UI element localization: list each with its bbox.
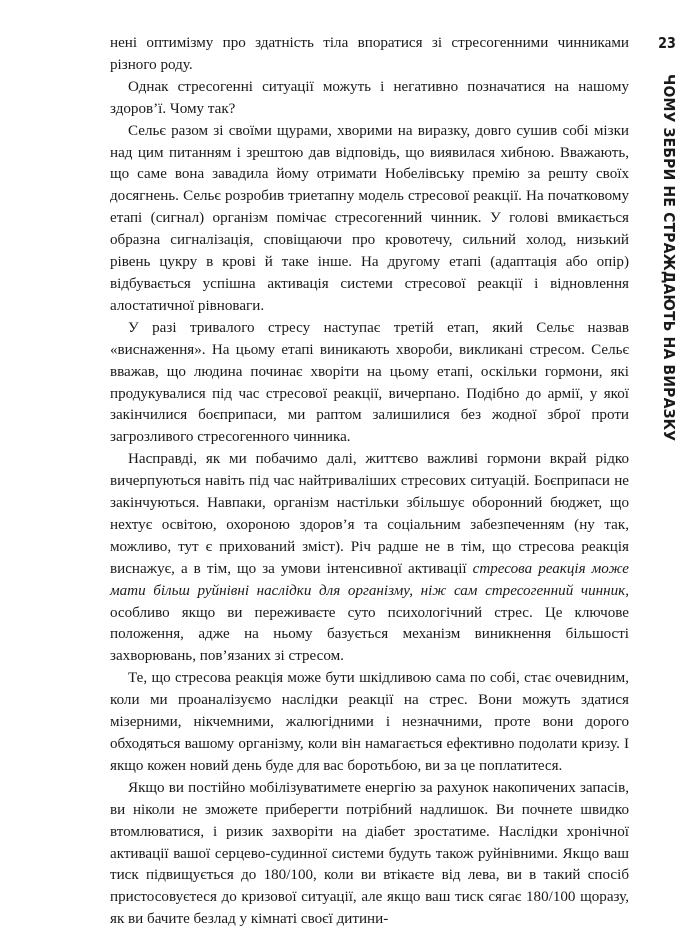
paragraph: Однак стресогенні ситуації можуть і негативно позначатися на нашому здоров’ї. Чому так? — [110, 78, 629, 117]
running-head — [656, 16, 686, 442]
paragraph-continued: нені оптимізму про здатність тіла впоратися зі стресогенними чинниками різного роду. — [110, 35, 629, 73]
paragraph: Сельє разом зі своїми щурами, хворими на виразку, довго сушив собі мізки над цим питанням і зрештою дав відповідь, що виявилася хибною. Вважають, що саме вона завадила йому отримати Нобелівську премію за решту своїх досягнень. Сельє розробив триетапну модель стресової реакції. На початковому етапі (сигнал) організм помічає стресогенний чинник. У голові вмикається образна сигналізація, сповіщаючи про кровотечу, сильний холод, низький рівень цукру в крові й таке інше. На другому етапі (адаптація або опір) відбувається успішна активація системи стресової реакції і відновлення алостатичної рівноваги. — [110, 122, 629, 314]
emphasized-text: стресова реакція може мати більш руйнівні наслідки для організму, ніж сам стресогенний чинник — [110, 560, 629, 599]
chapter-title: ЧОМУ ЗЕБРИ НЕ СТРАЖДАЮТЬ НА ВИРАЗКУ — [660, 74, 678, 442]
paragraph-text: Насправді, як ми побачимо далі, життєво важливі гормони вкрай рідко вичерпуються навіть під час найтриваліших стресових ситуацій. Боєприпаси не закінчуються. Навпаки, організм настільки збільшує оборонний бюджет, що нехтує освітою, охороною здоров’я та соціальним забезпеченням (ну так, можливо, тут є прихований зміст). Річ радше не в тім, що стресова реакція виснажує, а в тім, що за умови інтенсивної активації — [110, 451, 629, 577]
paragraph-with-emphasis — [110, 449, 629, 668]
body-text — [110, 33, 629, 931]
paragraph: У разі тривалого стресу наступає третій етап, який Сельє назвав «виснаження». На цьому етапі виникають хвороби, викликані стресом. Сельє вважав, що людина починає хворіти на цьому етапі, оскільки гормони, які продукувалися під час стресової реакції, вичерпано. Подібно до армії, у якої закінчилися боєприпаси, ми раптом залишилися без жодної зброї проти загрозливого стресогенного чинника. — [110, 319, 629, 446]
paragraph-text: , особливо якщо ви переживаєте суто психологічний стрес. Це ключове положення, адже на ньому базується механізм виникнення більшості захворювань, пов’язаних зі стресом. — [110, 582, 629, 665]
page-number: 23 — [658, 34, 676, 52]
paragraph: Те, що стресова реакція може бути шкідливою сама по собі, стає очевидним, коли ми проаналізуємо наслідки реакції на стрес. Вони можуть здатися мізерними, нікчемними, жалюгідними і незначними, проте вони дорого обходяться вашому організму, коли він намагається ефективно подолати кризу. І якщо кожен новий день буде для вас боротьбою, ви за це поплатитеся. — [110, 670, 629, 774]
paragraph: Якщо ви постійно мобілізуватимете енергію за рахунок накопичених запасів, ви ніколи не зможете приберегти потрібний надлишок. Ви почнете швидко втомлюватися, і ризик захворіти на діабет зростатиме. Наслідки хронічної активації вашої серцево-судинної системи будуть також руйнівними. Якщо ваш тиск підвищується до 180/100, коли ви втікаєте від лева, ви в такий спосіб пристосовуєтеся до кризової ситуації, але якщо ваш тиск сягає 180/100 щоразу, як ви бачите безлад у кімнаті своєї дитини- — [110, 779, 629, 928]
